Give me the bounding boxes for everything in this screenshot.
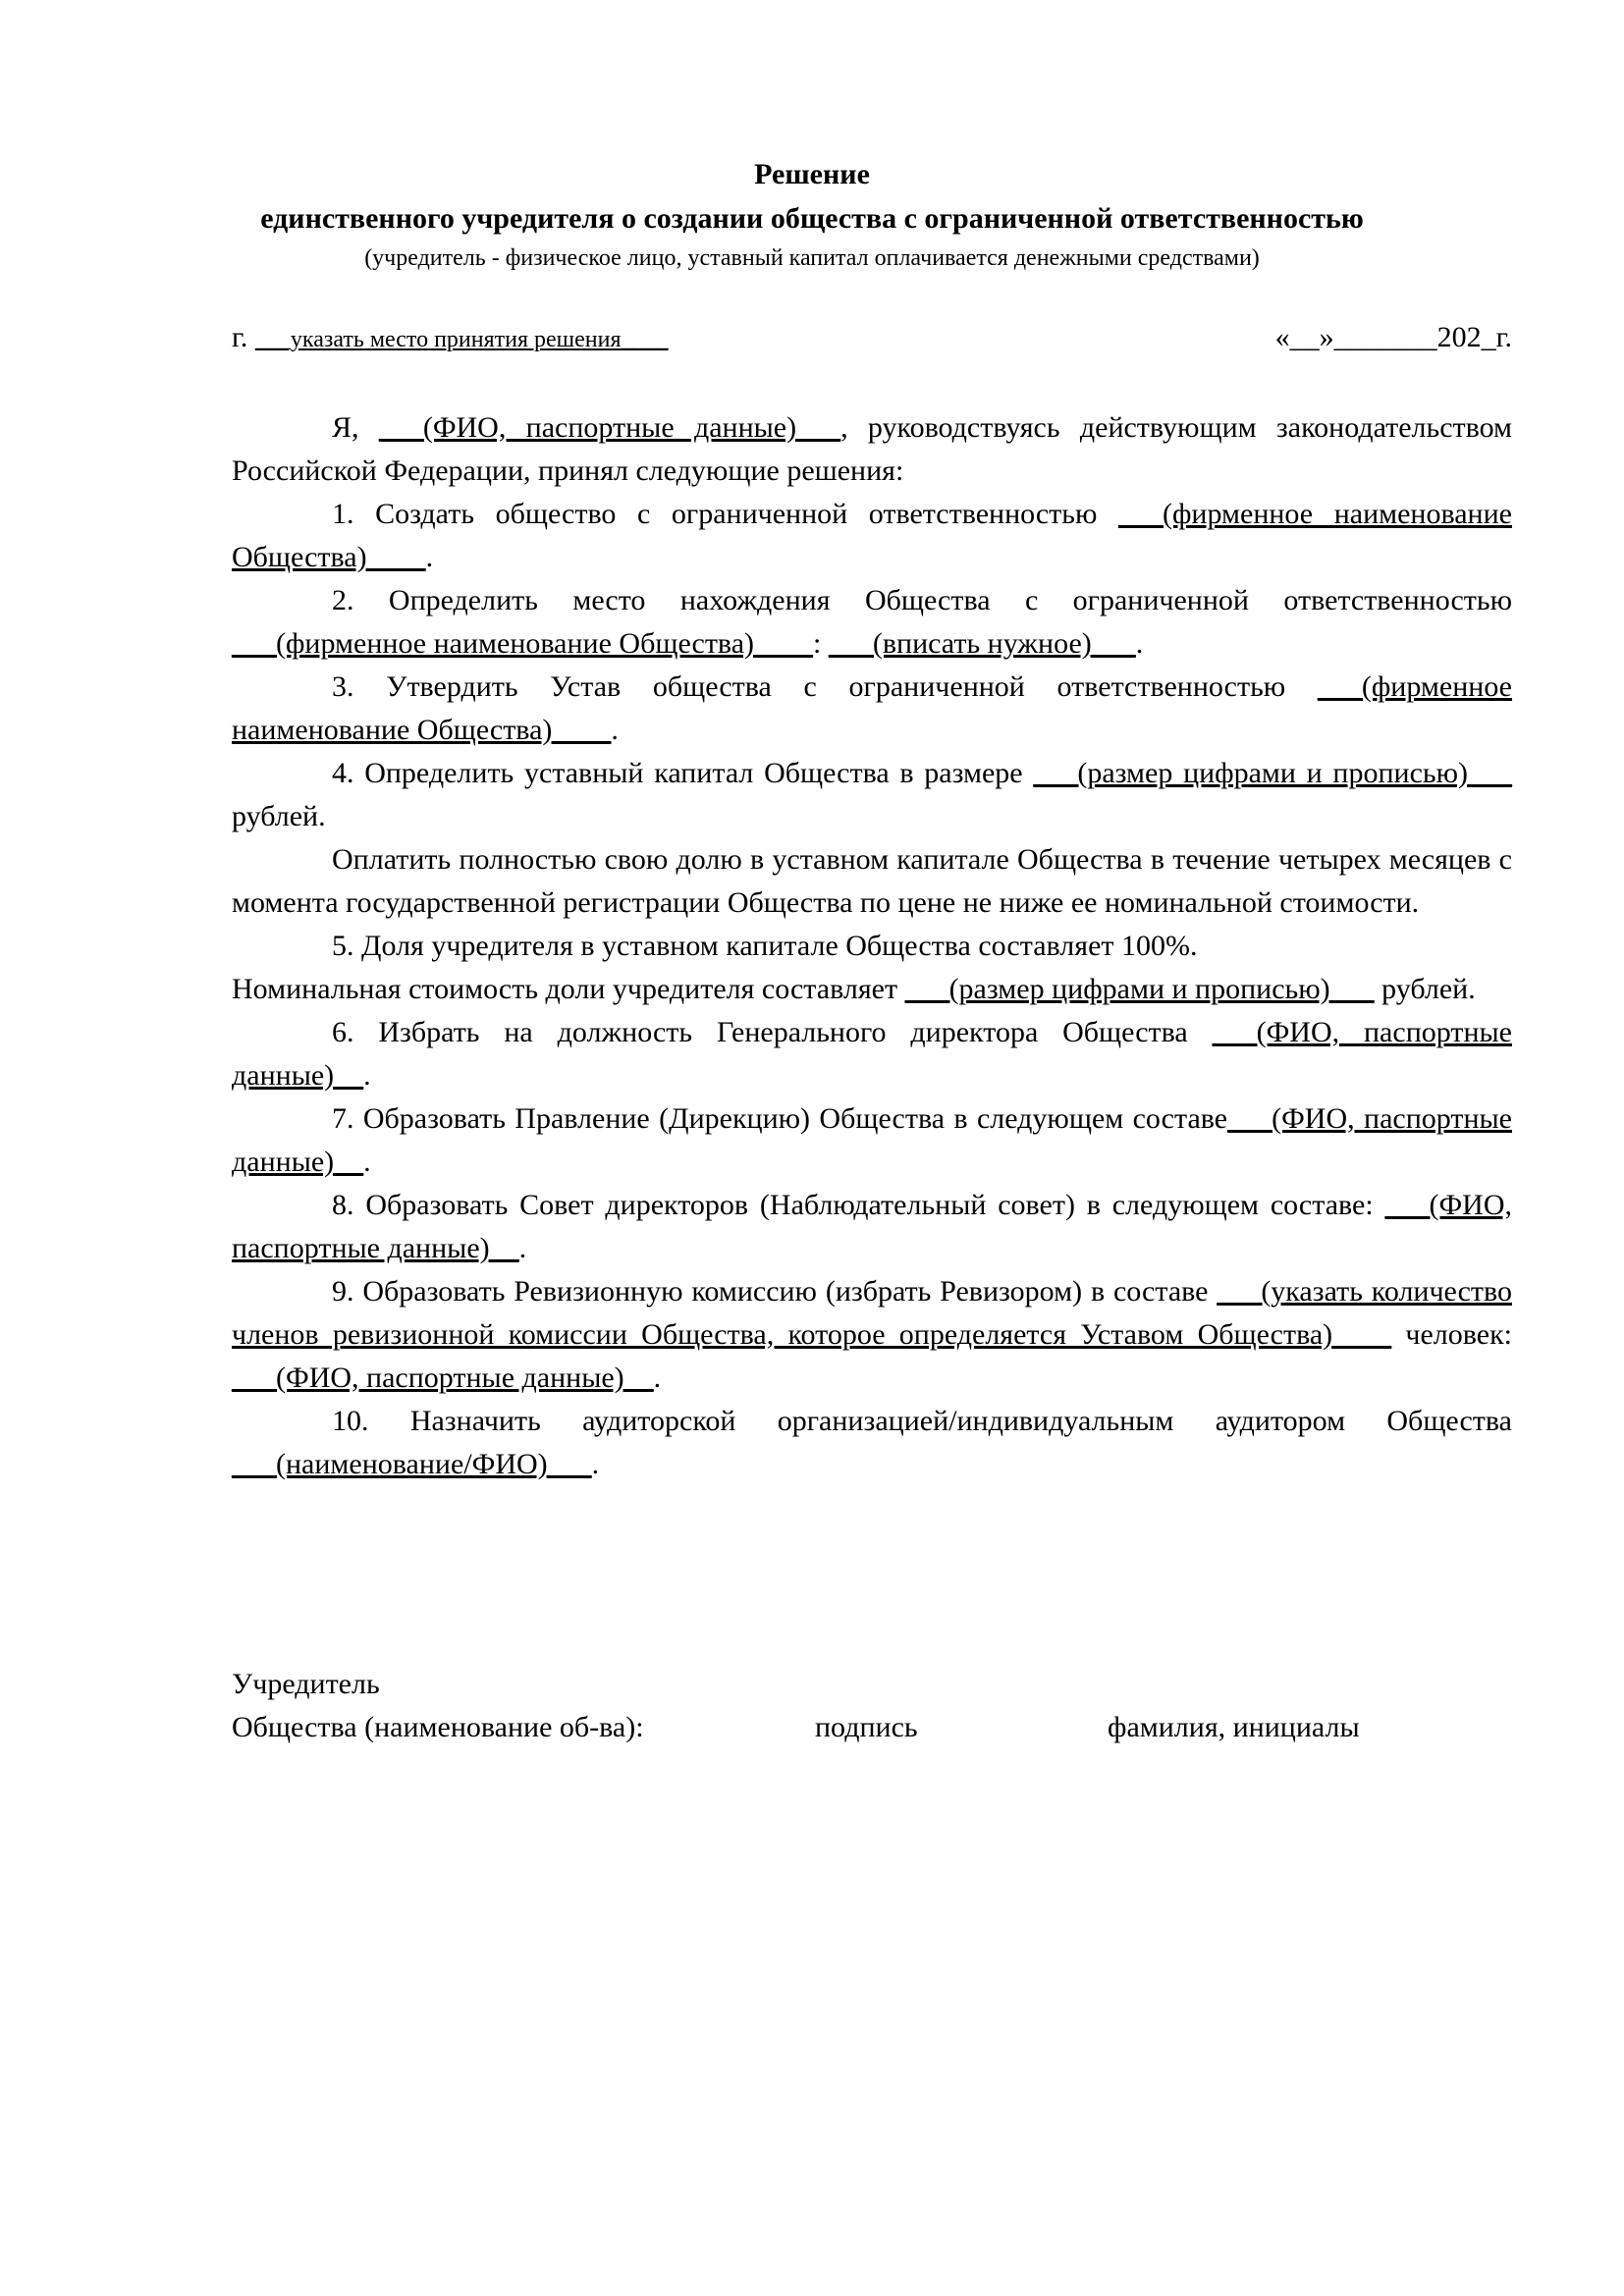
item-1-end: . [425, 541, 434, 573]
item-4-payment [232, 838, 1512, 925]
signature-label-company: Общества (наименование об-ва): [232, 1711, 644, 1743]
item-2-end: . [1135, 627, 1144, 660]
audit-count-field: ___(указать количество членов ревизионной комиссии Общества, которое определяется Уставом Общества)____ [232, 1275, 1512, 1351]
capital-amount-field: ___(размер цифрами и прописью)___ [1033, 757, 1512, 789]
item-9 [232, 1270, 1512, 1400]
item-5-nominal [232, 968, 1512, 1011]
founder-field: ___(ФИО, паспортные данные)___ [378, 411, 841, 444]
company-name-field: ___(фирменное наименование Общества)____ [232, 498, 1512, 573]
item-4-end: рублей. [232, 800, 326, 832]
intro-text-rest: , руководствуясь действующим законодательством Российской Федерации, принял следующие решения: [232, 411, 1513, 487]
item-10-end: . [591, 1448, 600, 1480]
intro-text: Я, [332, 411, 379, 444]
item-2-text: 2. Определить место нахождения Общества с ограниченной ответственностью [332, 584, 1512, 616]
item-4-text: 4. Определить уставный капитал Общества в размере [332, 757, 1034, 789]
item-8-end: . [518, 1232, 527, 1264]
item-3 [232, 666, 1512, 752]
intro-paragraph [232, 406, 1512, 493]
item-9-text: 9. Образовать Ревизионную комиссию (избрать Ревизором) в составе [332, 1275, 1218, 1308]
document-subtitle: единственного учредителя о создании общества с ограниченной ответственностью [260, 202, 1364, 235]
item-6-text: 6. Избрать на должность Генерального директора Общества [332, 1016, 1213, 1048]
item-7-text: 7. Образовать Правление (Дирекцию) Общества в следующем составе [332, 1102, 1228, 1135]
council-field: ___(ФИО, паспортные данные)__ [232, 1189, 1512, 1264]
item-10-text: 10. Назначить аудиторской организацией/индивидуальным аудитором Общества [332, 1405, 1512, 1437]
place-line [232, 320, 669, 357]
place-prefix: г. [232, 321, 255, 353]
document-note: (учредитель - физическое лицо, уставный капитал оплачивается денежными средствами) [364, 245, 1260, 271]
decision-body [232, 406, 1512, 1486]
item-1-text: 1. Создать общество с ограниченной ответственностью [332, 498, 1118, 530]
item-8 [232, 1184, 1512, 1270]
board-field: ___(ФИО, паспортные данные)__ [232, 1102, 1512, 1178]
item-5-nominal-end: рублей. [1374, 973, 1476, 1005]
director-field: ___(ФИО, паспортные данные)__ [232, 1016, 1512, 1092]
item-6 [232, 1011, 1512, 1097]
audit-members-field: ___(ФИО, паспортные данные)__ [232, 1362, 654, 1394]
item-9-mid: человек: [1391, 1318, 1512, 1351]
item-5-nominal-text: Номинальная стоимость доли учредителя составляет [232, 973, 905, 1005]
place-field: ___указать место принятия решения____ [254, 327, 669, 352]
signature-label-founder: Учредитель [232, 1668, 380, 1700]
item-4 [232, 752, 1512, 838]
item-3-end: . [611, 714, 619, 746]
location-field: ___(вписать нужное)___ [828, 627, 1136, 660]
document-title: Решение [754, 158, 870, 190]
auditor-field: ___(наименование/ФИО)___ [232, 1448, 592, 1480]
signature-label-sign: подпись [815, 1711, 918, 1743]
signature-label-name: фамилия, инициалы [1108, 1711, 1360, 1743]
item-5-text: 5. Доля учредителя в уставном капитале Общества составляет 100%. [332, 930, 1198, 962]
item-2-sep: : [813, 627, 829, 660]
item-8-text: 8. Образовать Совет директоров (Наблюдательный совет) в следующем составе: [332, 1189, 1385, 1221]
item-5 [232, 925, 1512, 968]
item-6-end: . [363, 1059, 371, 1092]
company-name-field: ___(фирменное наименование Общества)____ [232, 670, 1512, 746]
item-2 [232, 579, 1512, 666]
item-10 [232, 1400, 1512, 1486]
item-7-end: . [363, 1146, 371, 1178]
item-1 [232, 493, 1512, 579]
item-3-text: 3. Утвердить Устав общества с ограниченной ответственностью [332, 670, 1318, 703]
item-9-end: . [653, 1362, 662, 1394]
company-name-field: ___(фирменное наименование Общества)____ [232, 627, 814, 660]
nominal-value-field: ___(размер цифрами и прописью)___ [904, 973, 1375, 1005]
item-7 [232, 1097, 1512, 1184]
date-line: «__»_______202_г. [1274, 321, 1512, 353]
item-4-payment-text: Оплатить полностью свою долю в уставном капитале Общества в течение четырех месяцев с момента государственной регистрации Общества по цене не ниже ее номинальной стоимости. [232, 843, 1512, 919]
